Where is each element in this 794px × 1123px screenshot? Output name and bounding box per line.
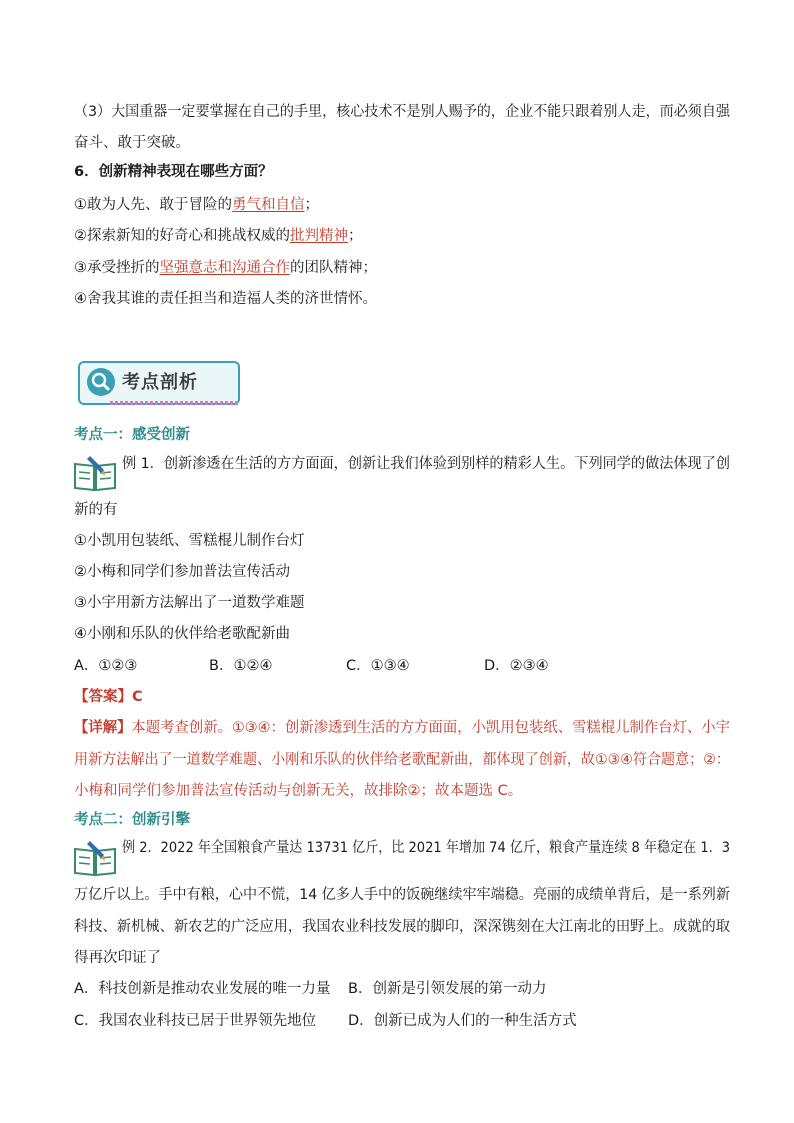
example2-line1: 例 2．2022 年全国粮食产量达 13731 亿斤，比 2021 年增加 74 亿斤，粮食产量连续 8 年稳定在 1．3 [122, 840, 731, 856]
q6-item-2-prefix: ②探索新知的好奇心和挑战权威的 [74, 228, 290, 244]
detail-label: 【详解】 [74, 720, 132, 736]
kaodian1-heading: 考点一：感受创新 [74, 427, 190, 443]
example1-item-3: ③小宇用新方法解出了一道数学难题 [74, 595, 305, 611]
q6-title: 6．创新精神表现在哪些方面？ [74, 164, 273, 180]
example2-option-d: D．创新已成为人们的一种生活方式 [348, 1013, 577, 1029]
example2-option-a: A．科技创新是推动农业发展的唯一力量 [74, 981, 331, 997]
point3-line1: （3）大国重器一定要掌握在自己的手里，核心技术不是别人赐予的，企业不能只跟着别人走，而必须自强 [74, 104, 731, 120]
section-banner [74, 357, 242, 407]
example1-line1: 例 1．创新渗透在生活的方方面面，创新让我们体验到别样的精彩人生。下列同学的做法体现了创 [122, 456, 731, 472]
example1-line2: 新的有 [74, 502, 118, 518]
q6-item-3-prefix: ③承受挫折的 [74, 260, 160, 276]
example1-option-b: B．①②④ [209, 658, 273, 674]
example2-option-b: B．创新是引领发展的第一动力 [348, 981, 547, 997]
example2-option-c: C．我国农业科技已居于世界领先地位 [74, 1013, 317, 1029]
q6-item-1-key: 勇气和自信 [232, 197, 305, 213]
q6-item-2 [74, 226, 363, 246]
example1-item-4: ④小刚和乐队的伙伴给老歌配新曲 [74, 626, 290, 642]
book-pen-icon [72, 837, 118, 877]
example1-detail-line1 [74, 718, 730, 738]
answer-value: C [132, 689, 143, 705]
q6-item-3 [74, 258, 377, 278]
book-pen-icon [72, 452, 118, 492]
example1-item-1: ①小凯用包装纸、雪糕棍儿制作台灯 [74, 533, 305, 549]
q6-item-2-suffix: ； [348, 228, 363, 244]
kaodian2-heading: 考点二：创新引擎 [74, 812, 190, 828]
example2-line2: 万亿斤以上。手中有粮，心中不慌，14 亿多人手中的饭碗继续牢牢端稳。亮丽的成绩单背后，是一系列新 [74, 887, 730, 903]
q6-item-2-key: 批判精神 [290, 228, 348, 244]
q6-item-1 [74, 195, 319, 215]
example1-item-2: ②小梅和同学们参加普法宣传活动 [74, 564, 290, 580]
example1-option-a: A．①②③ [74, 658, 138, 674]
answer-label: 【答案】 [74, 689, 132, 705]
banner-title: 考点剖析 [122, 372, 198, 393]
q6-item-4-prefix: ④舍我其谁的责任担当和造福人类的济世情怀。 [74, 291, 377, 307]
q6-item-4 [74, 289, 377, 309]
example2-line4: 得再次印证了 [74, 950, 161, 966]
example1-answer [74, 687, 143, 707]
point3-line2: 奋斗、敢于突破。 [74, 135, 190, 151]
q6-item-3-suffix: 的团队精神； [290, 260, 377, 276]
example1-option-d: D．②③④ [484, 658, 549, 674]
example1-option-c: C．①③④ [346, 658, 410, 674]
q6-item-1-prefix: ①敢为人先、敢于冒险的 [74, 197, 232, 213]
banner-underline [110, 401, 238, 405]
q6-item-1-suffix: ； [304, 197, 319, 213]
example1-detail-line2: 用新方法解出了一道数学难题、小刚和乐队的伙伴给老歌配新曲，都体现了创新，故①③④符合题意；②： [74, 752, 730, 768]
example2-line3: 科技、新机械、新农艺的广泛应用，我国农业科技发展的脚印，深深镌刻在大江南北的田野上。成就的取 [74, 919, 730, 935]
q6-item-3-key: 坚强意志和沟通合作 [159, 260, 290, 276]
example1-detail-line3: 小梅和同学们参加普法宣传活动与创新无关，故排除②；故本题选 C。 [74, 783, 523, 799]
detail-text-1: 本题考查创新。①③④：创新渗透到生活的方方面面，小凯用包装纸、雪糕棍儿制作台灯、小宇 [131, 720, 731, 736]
search-icon [86, 367, 116, 397]
